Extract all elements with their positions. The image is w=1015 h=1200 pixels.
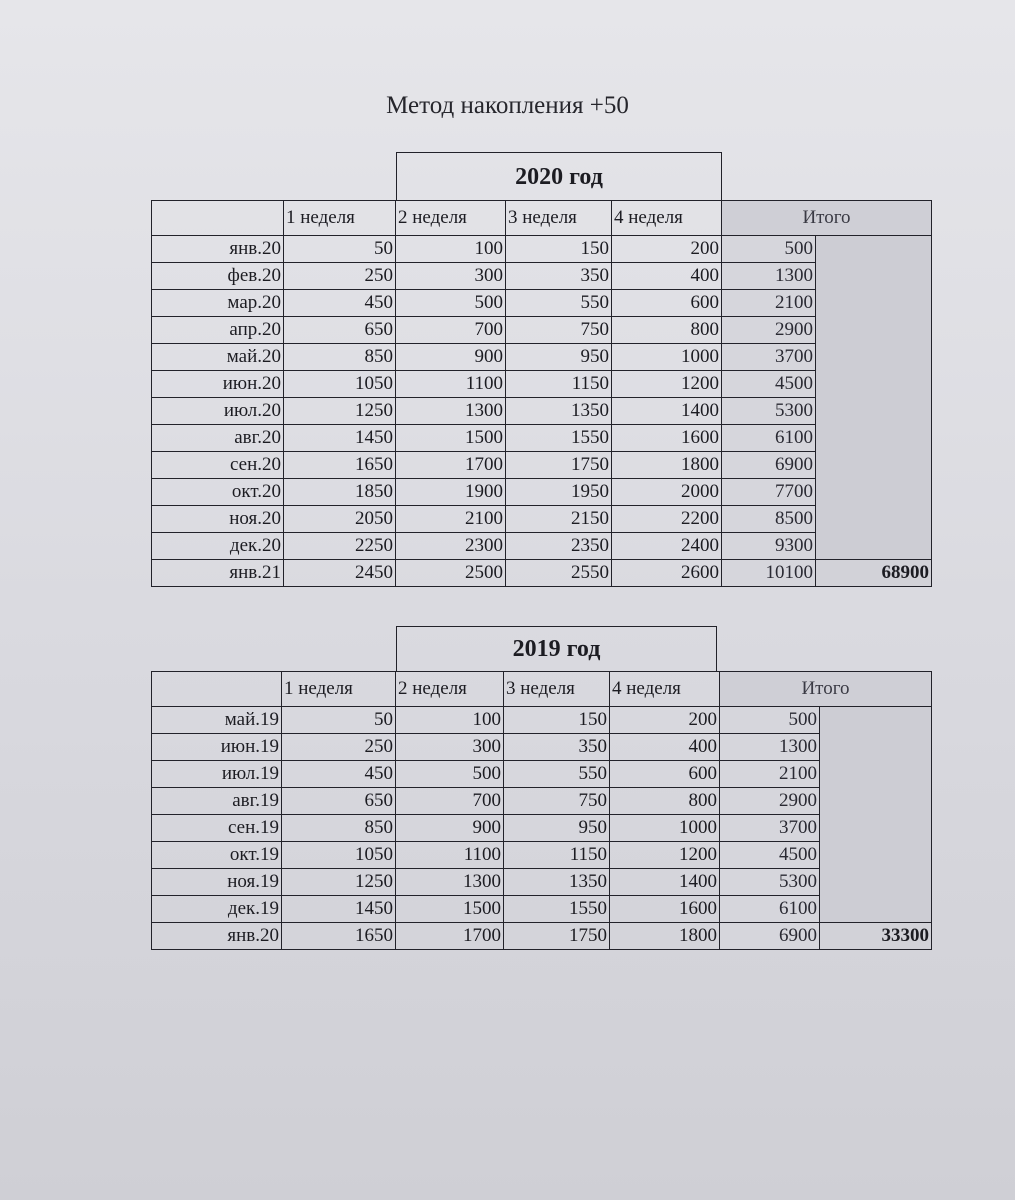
month-cell: апр.20: [152, 317, 284, 344]
week-value-cell: 200: [610, 707, 720, 734]
week-value-cell: 800: [612, 317, 722, 344]
week-value-cell: 1050: [284, 371, 396, 398]
table-row: [152, 236, 932, 263]
month-cell: июн.20: [152, 371, 284, 398]
week-value-cell: 1500: [396, 425, 506, 452]
week-value-cell: 2600: [612, 560, 722, 587]
week-value-cell: 700: [396, 788, 504, 815]
week-value-cell: 2000: [612, 479, 722, 506]
table-row: [152, 923, 932, 950]
week-value-cell: 650: [282, 788, 396, 815]
week-value-cell: 900: [396, 815, 504, 842]
week-value-cell: 1550: [506, 425, 612, 452]
table-row: [152, 560, 932, 587]
month-cell: окт.20: [152, 479, 284, 506]
week-value-cell: 1000: [610, 815, 720, 842]
week-value-cell: 550: [504, 761, 610, 788]
accumulation-table-2020: [151, 200, 932, 587]
week-value-cell: 1750: [506, 452, 612, 479]
week-value-cell: 1150: [506, 371, 612, 398]
week-value-cell: 1300: [396, 398, 506, 425]
week-header: 3 неделя: [504, 672, 610, 707]
week-header: 4 неделя: [612, 201, 722, 236]
month-cell: сен.19: [152, 815, 282, 842]
table-row: [152, 815, 932, 842]
header-row: [152, 201, 932, 236]
month-sum-cell: 500: [720, 707, 820, 734]
week-value-cell: 2100: [396, 506, 506, 533]
week-value-cell: 1300: [396, 869, 504, 896]
month-cell: май.19: [152, 707, 282, 734]
table-row: [152, 533, 932, 560]
week-value-cell: 400: [610, 734, 720, 761]
header-row: [152, 672, 932, 707]
month-sum-cell: 4500: [720, 842, 820, 869]
week-value-cell: 1450: [282, 896, 396, 923]
week-value-cell: 450: [282, 761, 396, 788]
month-sum-cell: 2100: [722, 290, 816, 317]
month-cell: янв.21: [152, 560, 284, 587]
week-value-cell: 2200: [612, 506, 722, 533]
week-value-cell: 1250: [284, 398, 396, 425]
table-row: [152, 263, 932, 290]
week-header: 2 неделя: [396, 201, 506, 236]
week-value-cell: 450: [284, 290, 396, 317]
month-sum-cell: 8500: [722, 506, 816, 533]
week-value-cell: 1450: [284, 425, 396, 452]
month-sum-cell: 500: [722, 236, 816, 263]
week-value-cell: 500: [396, 290, 506, 317]
month-cell: июл.19: [152, 761, 282, 788]
month-cell: янв.20: [152, 923, 282, 950]
table-row: [152, 761, 932, 788]
week-value-cell: 2400: [612, 533, 722, 560]
week-header: 2 неделя: [396, 672, 504, 707]
month-sum-cell: 5300: [720, 869, 820, 896]
table-row: [152, 344, 932, 371]
month-sum-cell: 10100: [722, 560, 816, 587]
year-header: 2019 год: [396, 626, 717, 672]
month-cell: июл.20: [152, 398, 284, 425]
week-value-cell: 800: [610, 788, 720, 815]
month-cell: май.20: [152, 344, 284, 371]
week-value-cell: 350: [504, 734, 610, 761]
table-row: [152, 506, 932, 533]
month-sum-cell: 3700: [720, 815, 820, 842]
week-value-cell: 1700: [396, 923, 504, 950]
week-value-cell: 1850: [284, 479, 396, 506]
week-value-cell: 350: [506, 263, 612, 290]
month-sum-cell: 6900: [720, 923, 820, 950]
month-cell: дек.19: [152, 896, 282, 923]
week-value-cell: 1400: [612, 398, 722, 425]
week-value-cell: 1100: [396, 371, 506, 398]
week-value-cell: 200: [612, 236, 722, 263]
week-value-cell: 50: [284, 236, 396, 263]
week-value-cell: 1100: [396, 842, 504, 869]
month-cell: окт.19: [152, 842, 282, 869]
week-value-cell: 600: [610, 761, 720, 788]
week-header: 1 неделя: [284, 201, 396, 236]
table-row: [152, 788, 932, 815]
table-row: [152, 479, 932, 506]
week-value-cell: 900: [396, 344, 506, 371]
month-sum-cell: 2900: [722, 317, 816, 344]
total-blank-area: [820, 707, 932, 923]
week-value-cell: 1200: [612, 371, 722, 398]
table-row: [152, 869, 932, 896]
week-value-cell: 1950: [506, 479, 612, 506]
week-value-cell: 2550: [506, 560, 612, 587]
week-header: 4 неделя: [610, 672, 720, 707]
week-value-cell: 650: [284, 317, 396, 344]
week-value-cell: 1600: [612, 425, 722, 452]
grand-total-cell: 33300: [820, 923, 932, 950]
week-value-cell: 1500: [396, 896, 504, 923]
week-value-cell: 850: [282, 815, 396, 842]
week-value-cell: 1700: [396, 452, 506, 479]
month-sum-cell: 1300: [720, 734, 820, 761]
week-value-cell: 950: [506, 344, 612, 371]
month-sum-cell: 1300: [722, 263, 816, 290]
month-cell: ноя.20: [152, 506, 284, 533]
table-row: [152, 734, 932, 761]
week-value-cell: 2150: [506, 506, 612, 533]
week-value-cell: 2350: [506, 533, 612, 560]
week-value-cell: 1150: [504, 842, 610, 869]
table-row: [152, 896, 932, 923]
week-value-cell: 1900: [396, 479, 506, 506]
week-value-cell: 500: [396, 761, 504, 788]
week-value-cell: 600: [612, 290, 722, 317]
week-value-cell: 1650: [284, 452, 396, 479]
month-sum-cell: 4500: [722, 371, 816, 398]
week-value-cell: 100: [396, 707, 504, 734]
corner-cell: [152, 201, 284, 236]
week-value-cell: 1200: [610, 842, 720, 869]
week-value-cell: 1600: [610, 896, 720, 923]
month-sum-cell: 6900: [722, 452, 816, 479]
year-header: 2020 год: [396, 152, 722, 201]
week-value-cell: 2300: [396, 533, 506, 560]
week-value-cell: 250: [282, 734, 396, 761]
week-value-cell: 1550: [504, 896, 610, 923]
table-row: [152, 317, 932, 344]
week-value-cell: 550: [506, 290, 612, 317]
week-value-cell: 1350: [504, 869, 610, 896]
month-cell: авг.20: [152, 425, 284, 452]
week-value-cell: 1000: [612, 344, 722, 371]
week-value-cell: 250: [284, 263, 396, 290]
month-cell: фев.20: [152, 263, 284, 290]
month-cell: янв.20: [152, 236, 284, 263]
total-blank-area: [816, 236, 932, 560]
week-value-cell: 1250: [282, 869, 396, 896]
week-value-cell: 300: [396, 734, 504, 761]
week-value-cell: 750: [506, 317, 612, 344]
table-row: [152, 707, 932, 734]
month-sum-cell: 6100: [722, 425, 816, 452]
month-sum-cell: 7700: [722, 479, 816, 506]
week-value-cell: 950: [504, 815, 610, 842]
grand-total-cell: 68900: [816, 560, 932, 587]
table-row: [152, 398, 932, 425]
table-row: [152, 290, 932, 317]
week-value-cell: 50: [282, 707, 396, 734]
month-cell: авг.19: [152, 788, 282, 815]
month-sum-cell: 3700: [722, 344, 816, 371]
table-row: [152, 425, 932, 452]
month-sum-cell: 5300: [722, 398, 816, 425]
month-cell: мар.20: [152, 290, 284, 317]
week-value-cell: 2450: [284, 560, 396, 587]
week-value-cell: 850: [284, 344, 396, 371]
week-value-cell: 700: [396, 317, 506, 344]
week-value-cell: 1800: [612, 452, 722, 479]
month-sum-cell: 2100: [720, 761, 820, 788]
week-value-cell: 150: [506, 236, 612, 263]
page-title: Метод накопления +50: [386, 92, 629, 119]
week-value-cell: 1750: [504, 923, 610, 950]
total-header: Итого: [722, 201, 932, 236]
month-cell: сен.20: [152, 452, 284, 479]
week-header: 3 неделя: [506, 201, 612, 236]
week-value-cell: 2250: [284, 533, 396, 560]
week-value-cell: 2500: [396, 560, 506, 587]
week-value-cell: 1800: [610, 923, 720, 950]
week-header: 1 неделя: [282, 672, 396, 707]
week-value-cell: 1650: [282, 923, 396, 950]
week-value-cell: 300: [396, 263, 506, 290]
week-value-cell: 400: [612, 263, 722, 290]
table-row: [152, 371, 932, 398]
week-value-cell: 2050: [284, 506, 396, 533]
month-sum-cell: 9300: [722, 533, 816, 560]
month-sum-cell: 6100: [720, 896, 820, 923]
month-cell: июн.19: [152, 734, 282, 761]
month-cell: дек.20: [152, 533, 284, 560]
week-value-cell: 150: [504, 707, 610, 734]
total-header: Итого: [720, 672, 932, 707]
week-value-cell: 100: [396, 236, 506, 263]
accumulation-table-2019: [151, 671, 932, 950]
week-value-cell: 1400: [610, 869, 720, 896]
month-cell: ноя.19: [152, 869, 282, 896]
table-row: [152, 452, 932, 479]
corner-cell: [152, 672, 282, 707]
week-value-cell: 750: [504, 788, 610, 815]
week-value-cell: 1350: [506, 398, 612, 425]
week-value-cell: 1050: [282, 842, 396, 869]
month-sum-cell: 2900: [720, 788, 820, 815]
table-row: [152, 842, 932, 869]
